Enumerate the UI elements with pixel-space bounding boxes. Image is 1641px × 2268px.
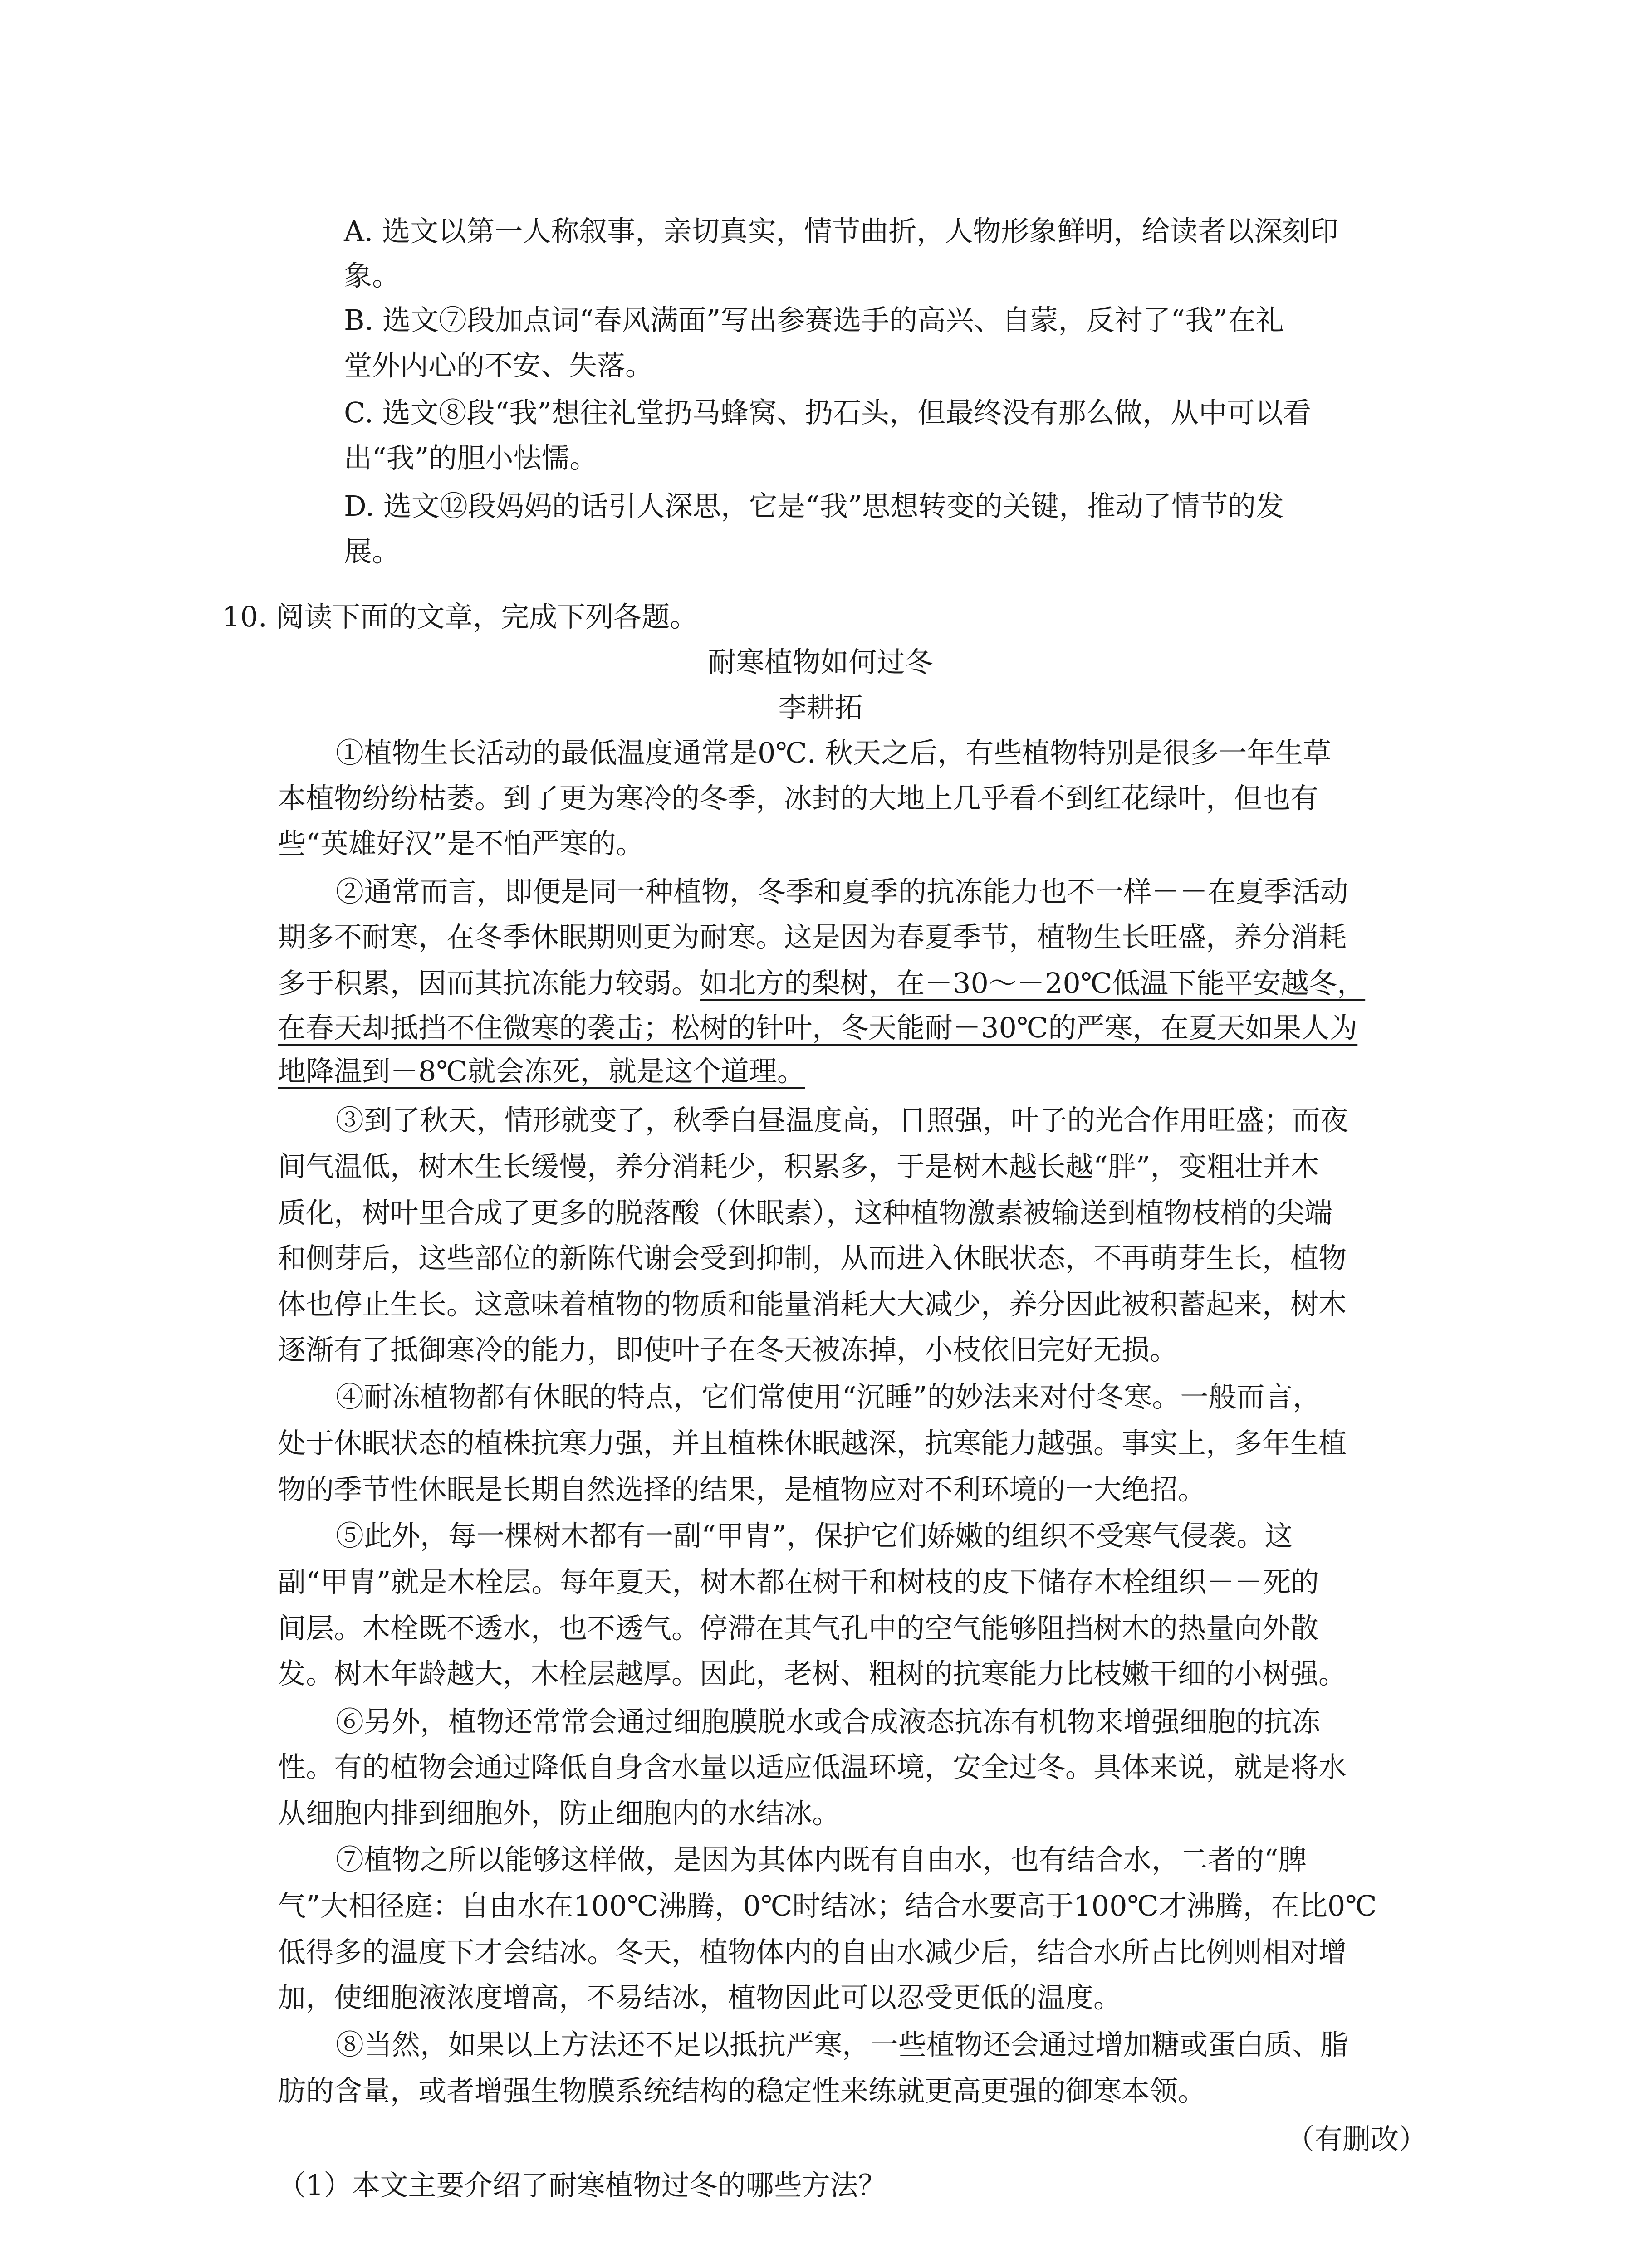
p7-line1: ⑦植物之所以能够这样做，是因为其体内既有自由水，也有结合水，二者的“脾 bbox=[336, 1843, 1307, 1876]
p3-line6: 逐渐有了抵御寒冷的能力，即使叶子在冬天被冻掉，小枝依旧完好无损。 bbox=[278, 1333, 1178, 1366]
question-10-intro: 10. 阅读下面的文章，完成下列各题。 bbox=[222, 600, 698, 633]
option-c-line1: C. 选文⑧段“我”想往礼堂扔马蜂窝、扔石头，但最终没有那么做，从中可以看 bbox=[344, 396, 1312, 429]
sub-question-1: （1）本文主要介绍了耐寒植物过冬的哪些方法？ bbox=[278, 2169, 887, 2202]
p1-line2: 本植物纷纷枯萎。到了更为寒冷的冬季，冰封的大地上几乎看不到红花绿叶，但也有 bbox=[278, 782, 1319, 815]
p5-line2: 副“甲胄”就是木栓层。每年夏天，树木都在树干和树枝的皮下储存木栓组织－－死的 bbox=[278, 1565, 1319, 1598]
p7-line3: 低得多的温度下才会结冰。冬天，植物体内的自由水减少后，结合水所占比例则相对增 bbox=[278, 1936, 1347, 1969]
p4-line3: 物的季节性休眠是长期自然选择的结果，是植物应对不利环境的一大绝招。 bbox=[278, 1473, 1206, 1506]
p2-underlined-sentence-start: 如北方的梨树，在－30～－20℃低温下能平安越冬， bbox=[700, 967, 1366, 1000]
edit-note: （有删改） bbox=[1286, 2122, 1427, 2156]
p3-line3: 质化，树叶里合成了更多的脱落酸（休眠素），这种植物激素被输送到植物枝梢的尖端 bbox=[278, 1196, 1333, 1229]
p5-line3: 间层。木栓既不透水，也不透气。停滞在其气孔中的空气能够阻挡树木的热量向外散 bbox=[278, 1612, 1319, 1645]
p2-underlined-line2: 在春天却抵挡不住微寒的袭击；松树的针叶，冬天能耐－30℃的严寒，在夏天如果人为 bbox=[278, 1011, 1358, 1044]
p7-line4: 加，使细胞液浓度增高，不易结冰，植物因此可以忍受更低的温度。 bbox=[278, 1981, 1122, 2014]
option-b-line2: 堂外内心的不安、失落。 bbox=[344, 349, 654, 382]
p2-line3 bbox=[278, 965, 1365, 1002]
p1-line3: 些“英雄好汉”是不怕严寒的。 bbox=[278, 827, 644, 860]
p1-line1: ①植物生长活动的最低温度通常是0℃. 秋天之后，有些植物特别是很多一年生草 bbox=[336, 736, 1332, 769]
p8-line2: 肪的含量，或者增强生物膜系统结构的稳定性来练就更高更强的御寒本领。 bbox=[278, 2074, 1206, 2107]
p4-line2: 处于休眠状态的植株抗寒力强，并且植株休眠越深，抗寒能力越强。事实上，多年生植 bbox=[278, 1427, 1347, 1460]
p2-underlined-line3: 地降温到－8℃就会冻死，就是这个道理。 bbox=[278, 1055, 805, 1088]
p2-line2: 期多不耐寒，在冬季休眠期则更为耐寒。这是因为春夏季节，植物生长旺盛，养分消耗 bbox=[278, 920, 1347, 953]
p3-line2: 间气温低，树木生长缓慢，养分消耗少，积累多，于是树木越长越“胖”，变粗壮并木 bbox=[278, 1150, 1319, 1183]
option-a-line1: A. 选文以第一人称叙事，亲切真实，情节曲折，人物形象鲜明，给读者以深刻印 bbox=[344, 215, 1339, 248]
p8-line1: ⑧当然，如果以上方法还不足以抵抗严寒，一些植物还会通过增加糖或蛋白质、脂 bbox=[336, 2028, 1349, 2061]
p5-line4: 发。树木年龄越大，木栓层越厚。因此，老树、粗树的抗寒能力比枝嫩干细的小树强。 bbox=[278, 1657, 1347, 1690]
p3-line4: 和侧芽后，这些部位的新陈代谢会受到抑制，从而进入休眠状态，不再萌芽生长，植物 bbox=[278, 1242, 1347, 1275]
p4-line1: ④耐冻植物都有休眠的特点，它们常使用“沉睡”的妙法来对付冬寒。一般而言， bbox=[336, 1380, 1321, 1413]
article-author: 李耕拓 bbox=[778, 691, 863, 724]
option-d-line2: 展。 bbox=[344, 535, 401, 568]
article-title: 耐寒植物如何过冬 bbox=[708, 645, 933, 679]
p5-line1: ⑤此外，每一棵树木都有一副“甲胄”，保护它们娇嫩的组织不受寒气侵袭。这 bbox=[336, 1519, 1293, 1552]
option-d-line1: D. 选文⑫段妈妈的话引人深思，它是“我”思想转变的关键，推动了情节的发 bbox=[344, 489, 1284, 523]
p2-line3-plain: 多于积累，因而其抗冻能力较弱。 bbox=[278, 967, 700, 1000]
p6-line1: ⑥另外，植物还常常会通过细胞膜脱水或合成液态抗冻有机物来增强细胞的抗冻 bbox=[336, 1705, 1321, 1738]
p6-line2: 性。有的植物会通过降低自身含水量以适应低温环境，安全过冬。具体来说，就是将水 bbox=[278, 1750, 1347, 1784]
p3-line5: 体也停止生长。这意味着植物的物质和能量消耗大大减少，养分因此被积蓄起来，树木 bbox=[278, 1288, 1347, 1321]
option-c-line2: 出“我”的胆小怯懦。 bbox=[344, 441, 598, 474]
option-a-line2: 象。 bbox=[344, 259, 401, 292]
p3-line1: ③到了秋天，情形就变了，秋季白昼温度高，日照强，叶子的光合作用旺盛；而夜 bbox=[336, 1104, 1349, 1137]
p2-line1: ②通常而言，即便是同一种植物，冬季和夏季的抗冻能力也不一样－－在夏季活动 bbox=[336, 875, 1349, 908]
option-b-line1: B. 选文⑦段加点词“春风满面”写出参赛选手的高兴、自蒙，反衬了“我”在礼 bbox=[344, 303, 1284, 337]
p7-line2: 气”大相径庭：自由水在100℃沸腾，0℃时结冰；结合水要高于100℃才沸腾，在比0℃ bbox=[278, 1889, 1377, 1922]
p6-line3: 从细胞内排到细胞外，防止细胞内的水结冰。 bbox=[278, 1797, 841, 1830]
